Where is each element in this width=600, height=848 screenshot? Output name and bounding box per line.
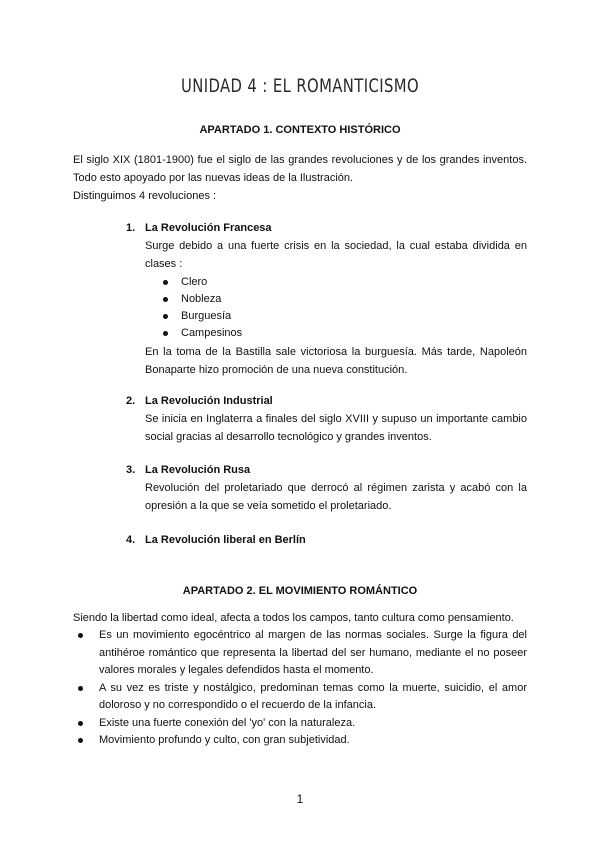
revolution-text: En la toma de la Bastilla sale victoriosa la burguesía. Más tarde, Napoleón Bonaparte hizo promoción de una nueva constitución.	[145, 346, 527, 376]
list-item: Movimiento profundo y culto, con gran subjetividad.	[73, 732, 527, 750]
section2-block	[73, 609, 527, 750]
revolution-number: 3.	[126, 464, 136, 476]
revolution-title-text: La Revolución Francesa	[145, 222, 272, 234]
section2-intro: Siendo la libertad como ideal, afecta a todos los campos, tanto cultura como pensamiento.	[73, 612, 514, 624]
revolution-title	[126, 392, 527, 410]
revolution-text: Surge debido a una fuerte crisis en la sociedad, la cual estaba dividida en clases :	[145, 240, 527, 270]
revolution-text: Se inicia en Inglaterra a finales del siglo XVIII y supuso un importante cambio social gracias al desarrollo tecnológico y grandes inventos.	[145, 413, 527, 443]
section1-intro: El siglo XIX (1801-1900) fue el siglo de las grandes revoluciones y de los grandes inventos. Todo esto apoyado por las nuevas ideas de la Ilustración.	[73, 154, 527, 184]
revolution-item	[126, 531, 527, 549]
revolution-number: 2.	[126, 395, 136, 407]
list-item: Campesinos	[163, 325, 527, 342]
unit-title: UNIDAD 4 : EL ROMANTICISMO	[180, 75, 419, 97]
revolution-item	[126, 219, 527, 379]
page-number: 1	[296, 792, 304, 806]
revolution-title-text: La Revolución Rusa	[145, 464, 251, 476]
revolution-number: 4.	[126, 534, 136, 546]
section1-intro-block	[73, 151, 527, 205]
section2-heading: APARTADO 2. EL MOVIMIENTO ROMÁNTICO	[182, 585, 418, 597]
revolution-title-text: La Revolución Industrial	[145, 395, 273, 407]
list-item: Nobleza	[163, 291, 527, 308]
list-item: Existe una fuerte conexión del 'yo' con la naturaleza.	[73, 715, 527, 733]
list-item: Es un movimiento egocéntrico al margen de las normas sociales. Surge la figura del antihéroe romántico que representa la libertad del ser humano, mediante el no poseer valores morales y legales defendidos hasta el momento.	[73, 627, 527, 680]
section1-distinguimos: Distinguimos 4 revoluciones :	[73, 190, 217, 202]
revolution-number: 1.	[126, 222, 136, 234]
revolution-title-text: La Revolución liberal en Berlín	[145, 534, 306, 546]
list-item: A su vez es triste y nostálgico, predominan temas como la muerte, suicidio, el amor doloroso y no correspondido o el recuerdo de la infancia.	[73, 680, 527, 715]
list-item: Clero	[163, 274, 527, 291]
revolution-item	[126, 461, 527, 515]
revolution-title	[126, 531, 527, 549]
revolution-title	[126, 219, 527, 237]
section2-bullets	[73, 627, 527, 750]
revolution-title	[126, 461, 527, 479]
section1-heading: APARTADO 1. CONTEXTO HISTÓRICO	[199, 124, 401, 136]
classes-list	[163, 274, 527, 342]
list-item: Burguesía	[163, 308, 527, 325]
revolution-item	[126, 392, 527, 446]
revolution-text: Revolución del proletariado que derrocó al régimen zarista y acabó con la opresión a la que se veía sometido el proletariado.	[145, 482, 527, 512]
